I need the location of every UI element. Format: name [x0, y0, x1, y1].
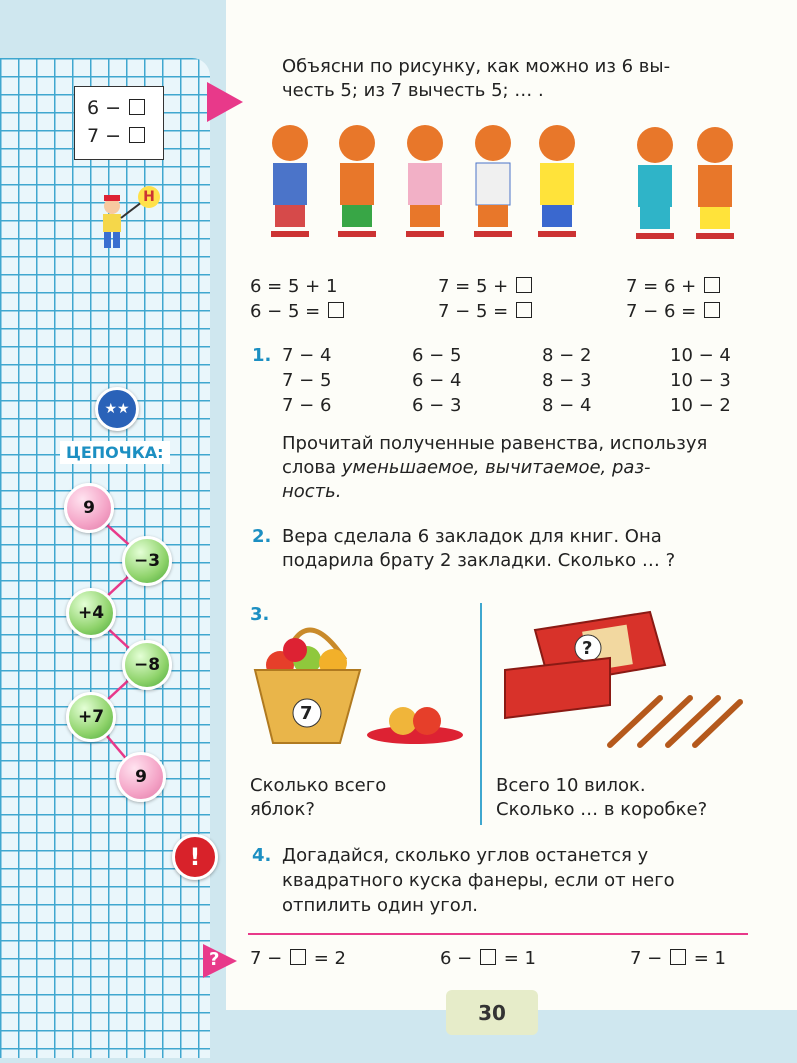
- eq-right: = 1: [693, 948, 726, 969]
- question-icon: [203, 944, 237, 978]
- eq-col1-row2: [250, 301, 346, 322]
- empty-box-icon: [516, 302, 532, 318]
- bottom-eq-3: [630, 948, 726, 969]
- bottom-eq-2: [440, 948, 536, 969]
- chain-title: ЦЕПОЧКА:: [60, 441, 170, 464]
- empty-box-icon: [328, 302, 344, 318]
- task1-c3r2: 8 − 3: [542, 370, 592, 391]
- empty-box-icon: [704, 302, 720, 318]
- task1-c4r1: 10 − 4: [670, 345, 731, 366]
- intro-line-2: честь 5; из 7 вычесть 5; … .: [282, 80, 544, 101]
- task1-c3r1: 8 − 2: [542, 345, 592, 366]
- basket-count: 7: [300, 703, 313, 724]
- bottom-eq-1: [250, 948, 346, 969]
- eq-left: 7 −: [250, 948, 283, 969]
- badge-letter: Н: [138, 186, 160, 208]
- eq-col3-row2: [626, 301, 722, 322]
- eq-right: = 2: [313, 948, 346, 969]
- eq-col1-row1: 6 = 5 + 1: [250, 276, 338, 297]
- task2-line-2: подарила брату 2 закладки. Сколько … ?: [282, 550, 676, 571]
- page-number: 30: [446, 990, 538, 1035]
- chain-ball-2: −3: [122, 536, 172, 586]
- task2-number: 2.: [252, 526, 272, 547]
- eq-text: 7 = 6 +: [626, 276, 697, 297]
- chain-lines: [0, 0, 226, 1063]
- eq-col2-row1: [438, 276, 534, 297]
- eq-left: 7 −: [630, 948, 663, 969]
- task1-c2r1: 6 − 5: [412, 345, 462, 366]
- task3-number: 3.: [250, 604, 270, 625]
- task1-c2r3: 6 − 3: [412, 395, 462, 416]
- task2-line-1: Вера сделала 6 закладок для книг. Она: [282, 526, 662, 547]
- hint-line-2: 7 −: [87, 125, 122, 147]
- task1-c1r3: 7 − 6: [282, 395, 332, 416]
- task4-line-2: квадратного куска фанеры, если от него: [282, 870, 675, 891]
- task1-c1r1: 7 − 4: [282, 345, 332, 366]
- empty-box-icon: [516, 277, 532, 293]
- empty-box-icon: [670, 949, 686, 965]
- empty-box-icon: [290, 949, 306, 965]
- bottom-divider: [248, 933, 748, 935]
- task3-left-2: яблок?: [250, 799, 315, 820]
- eq-col3-row1: [626, 276, 722, 297]
- task1-text-2: [282, 457, 651, 478]
- task1-text-3: ность.: [282, 481, 342, 502]
- apple-basket-illustration: [245, 605, 470, 755]
- eq-text: 7 − 6 =: [626, 301, 697, 322]
- empty-box-icon: [480, 949, 496, 965]
- task4-line-1: Догадайся, сколько углов останется у: [282, 845, 649, 866]
- task1-text-2a: слова: [282, 457, 342, 478]
- chain-ball-5: +7: [66, 692, 116, 742]
- fork-box-illustration: [500, 610, 745, 760]
- chain-ball-3: +4: [66, 588, 116, 638]
- box-question-mark: ?: [582, 638, 593, 659]
- sidebar: [0, 0, 226, 1063]
- exclamation-icon: !: [172, 834, 218, 880]
- task1-number: 1.: [252, 345, 272, 366]
- task3-left-1: Сколько всего: [250, 775, 387, 796]
- task1-c3r3: 8 − 4: [542, 395, 592, 416]
- task1-c2r2: 6 − 4: [412, 370, 462, 391]
- task4-line-3: отпилить один угол.: [282, 895, 478, 916]
- pointer-icon: [205, 80, 245, 124]
- chain-ball-6: 9: [116, 752, 166, 802]
- task1-c1r2: 7 − 5: [282, 370, 332, 391]
- question-mark: ?: [209, 949, 220, 970]
- eq-text: 7 − 5 =: [438, 301, 509, 322]
- task1-c4r2: 10 − 3: [670, 370, 731, 391]
- task4-number: 4.: [252, 845, 272, 866]
- eq-text: 6 − 5 =: [250, 301, 321, 322]
- intro-line-1: Объясни по рисунку, как можно из 6 вы-: [282, 56, 671, 77]
- task3-divider: [480, 603, 482, 825]
- eq-col2-row2: [438, 301, 534, 322]
- task3-right-2: Сколько … в коробке?: [496, 799, 708, 820]
- eq-right: = 1: [503, 948, 536, 969]
- bears-illustration: [245, 115, 750, 250]
- eq-left: 6 −: [440, 948, 473, 969]
- eq-text: 7 = 5 +: [438, 276, 509, 297]
- task3-right-1: Всего 10 вилок.: [496, 775, 646, 796]
- task1-text-1: Прочитай полученные равенства, используя: [282, 433, 708, 454]
- task1-c4r3: 10 − 2: [670, 395, 731, 416]
- chain-ball-1: 9: [64, 483, 114, 533]
- empty-box-icon: [704, 277, 720, 293]
- task1-text-2b: уменьшаемое, вычитаемое, раз-: [341, 457, 651, 478]
- chain-ball-4: −8: [122, 640, 172, 690]
- stars-icon: ★★: [95, 387, 139, 431]
- hint-line-1: 6 −: [87, 97, 122, 119]
